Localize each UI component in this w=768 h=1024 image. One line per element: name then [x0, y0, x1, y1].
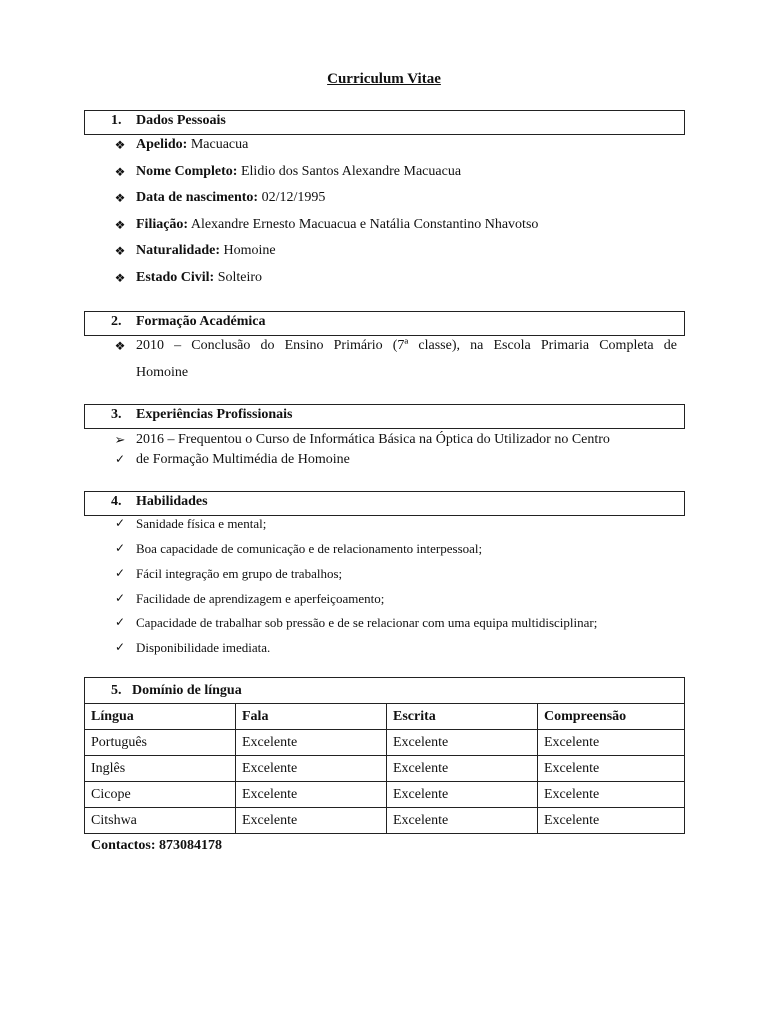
diamond-bullet-icon: ❖ [114, 165, 126, 179]
section-number: 1. [111, 113, 122, 128]
section-number: 5. [111, 682, 122, 698]
field-label: Filiação: [136, 217, 189, 232]
section-header-experiencias [84, 404, 685, 429]
table-cell: Excelente [538, 808, 685, 834]
personal-item-estado-civil [136, 270, 262, 286]
field-label: Apelido: [136, 137, 188, 152]
diamond-bullet-icon: ❖ [114, 191, 126, 205]
table-row [85, 730, 685, 756]
field-label: Estado Civil: [136, 270, 215, 285]
section-number: 4. [111, 494, 122, 509]
check-bullet-icon: ✓ [114, 516, 126, 530]
table-cell: Português [85, 730, 236, 756]
personal-item-nome [136, 164, 461, 180]
field-value: 02/12/1995 [261, 190, 326, 205]
diamond-bullet-icon: ❖ [114, 138, 126, 152]
skill-item: Disponibilidade imediata. [136, 640, 271, 655]
field-label: Naturalidade: [136, 243, 220, 258]
check-bullet-icon: ✓ [114, 566, 126, 580]
field-value: Homoine [223, 243, 276, 258]
table-section-row [85, 678, 685, 704]
field-value: Solteiro [217, 270, 263, 285]
section-title: Formação Académica [136, 314, 266, 329]
diamond-bullet-icon: ❖ [114, 244, 126, 258]
experience-line-2: de Formação Multimédia de Homoine [136, 452, 350, 467]
language-table [84, 677, 685, 834]
field-value: Elidio dos Santos Alexandre Macuacua [240, 164, 462, 179]
diamond-bullet-icon: ❖ [114, 339, 126, 353]
field-value: Macuacua [190, 137, 249, 152]
table-cell: Excelente [236, 782, 387, 808]
section-title: Dados Pessoais [136, 113, 226, 128]
section-number: 2. [111, 314, 122, 329]
table-cell: Excelente [387, 782, 538, 808]
personal-item-naturalidade [136, 243, 276, 259]
table-cell: Excelente [236, 730, 387, 756]
table-row [85, 756, 685, 782]
section-title: Habilidades [136, 494, 208, 509]
section-header-lingua [85, 678, 685, 704]
check-bullet-icon: ✓ [114, 591, 126, 605]
check-bullet-icon: ✓ [114, 541, 126, 555]
section-title: Experiências Profissionais [136, 407, 293, 422]
column-header: Escrita [387, 704, 538, 730]
skill-item: Fácil integração em grupo de trabalhos; [136, 566, 343, 581]
section-header-dados-pessoais [84, 110, 685, 135]
table-header-row [85, 704, 685, 730]
section-number: 3. [111, 407, 122, 422]
table-cell: Excelente [538, 782, 685, 808]
table-cell: Excelente [387, 730, 538, 756]
education-line-1: 2010 – Conclusão do Ensino Primário (7ª classe), na Escola Primaria Completa de [136, 338, 677, 353]
table-cell: Cicope [85, 782, 236, 808]
skill-item: Sanidade física e mental; [136, 516, 267, 531]
column-header: Língua [85, 704, 236, 730]
document-title: Curriculum Vitae [327, 71, 441, 87]
diamond-bullet-icon: ❖ [114, 218, 126, 232]
table-row [85, 808, 685, 834]
skill-item: Boa capacidade de comunicação e de relacionamento interpessoal; [136, 541, 483, 556]
table-cell: Excelente [387, 808, 538, 834]
check-bullet-icon: ✓ [114, 640, 126, 654]
field-value: Alexandre Ernesto Macuacua e Natália Constantino Nhavotso [190, 217, 539, 232]
table-row [85, 782, 685, 808]
column-header: Compreensão [538, 704, 685, 730]
table-cell: Excelente [236, 756, 387, 782]
personal-item-nascimento [136, 190, 325, 206]
table-cell: Excelente [538, 756, 685, 782]
column-header: Fala [236, 704, 387, 730]
diamond-bullet-icon: ❖ [114, 271, 126, 285]
education-line-2: Homoine [136, 365, 189, 380]
personal-item-filiacao [136, 217, 538, 233]
check-bullet-icon: ✓ [114, 452, 126, 466]
contact-info: Contactos: 873084178 [91, 838, 223, 853]
section-title: Domínio de língua [132, 682, 242, 698]
section-header-formacao [84, 311, 685, 336]
arrow-bullet-icon: ➢ [114, 432, 126, 447]
skill-item: Capacidade de trabalhar sob pressão e de se relacionar com uma equipa multidisciplinar; [136, 615, 598, 630]
check-bullet-icon: ✓ [114, 615, 126, 629]
skill-item: Facilidade de aprendizagem e aperfeiçoamento; [136, 591, 385, 606]
table-cell: Inglês [85, 756, 236, 782]
section-header-habilidades [84, 491, 685, 516]
table-cell: Citshwa [85, 808, 236, 834]
table-cell: Excelente [387, 756, 538, 782]
field-label: Nome Completo: [136, 164, 238, 179]
field-label: Data de nascimento: [136, 190, 259, 205]
personal-item-apelido [136, 137, 248, 153]
table-cell: Excelente [236, 808, 387, 834]
table-cell: Excelente [538, 730, 685, 756]
experience-line-1: 2016 – Frequentou o Curso de Informática Básica na Óptica do Utilizador no Centro [136, 432, 610, 447]
